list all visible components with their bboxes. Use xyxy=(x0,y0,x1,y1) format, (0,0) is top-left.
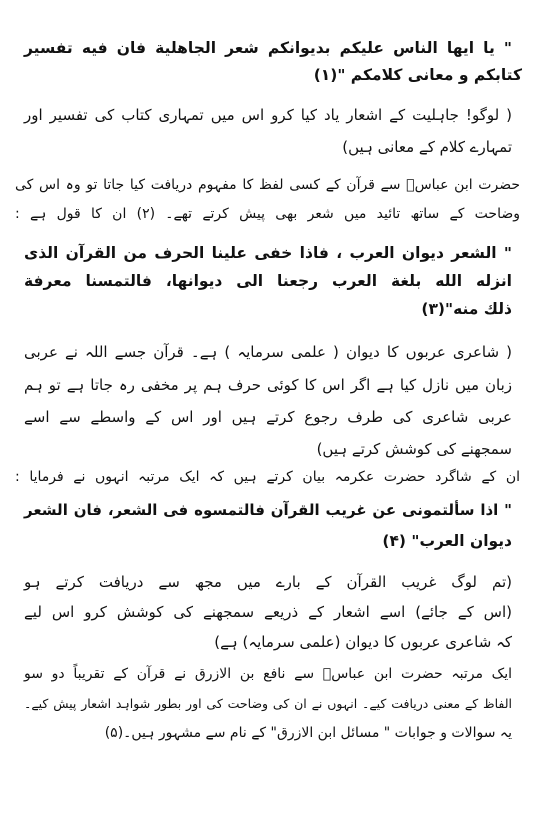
urdu-translation-3-line-1: (تم لوگ غریب القرآن کے بارے میں مجھ سے دریافت کرتے ہو xyxy=(24,573,512,591)
urdu-translation-1-line-2: تمہارے کلام کے معانی ہیں) xyxy=(342,138,512,156)
arabic-quote-2-line-1: " الشعر دیوان العرب ، فاذا خفی علینا الحرف من القرآن الذی xyxy=(24,244,512,262)
arabic-quote-3-line-2: دیوان العرب" (۴) xyxy=(382,532,512,550)
paragraph-1-line-1: حضرت ابن عباسؓ سے قرآن کے کسی لفظ کا مفہوم دریافت کیا جاتا تو وہ اس کی xyxy=(15,177,520,193)
urdu-translation-2-line-1: ( شاعری عربوں کا دیوان ( علمی سرمایہ ) ہے۔ قرآن جسے اللہ نے عربی xyxy=(24,343,512,361)
paragraph-3-line-3: یہ سوالات و جوابات " مسائل ابن الازرق" کے نام سے مشہور ہیں۔(۵) xyxy=(104,725,512,741)
urdu-translation-2-line-3: عربی شاعری کی طرف رجوع کرتے ہیں اور اس کے واسطے سے اسے xyxy=(24,408,512,426)
arabic-quote-1-line-2: کتابکم و معانی کلامکم "(۱) xyxy=(313,66,522,84)
arabic-quote-2-line-2: انزله الله بلغة العرب رجعنا الی دیوانها، فالتمسنا معرفة xyxy=(24,272,512,290)
paragraph-3-line-2: الفاظ کے معنی دریافت کیے۔ انہوں نے ان کی وضاحت کی اور بطور شواہد اشعار پیش کیے۔ xyxy=(24,696,512,711)
urdu-translation-2-line-2: زبان میں نازل کیا ہے اگر اس کا کوئی حرف ہم پر مخفی رہ جاتا ہے تو ہم xyxy=(24,376,512,394)
urdu-translation-2-line-4: سمجھنے کی کوشش کرتے ہیں) xyxy=(316,440,512,458)
urdu-translation-1-line-1: ( لوگو! جاہلیت کے اشعار یاد کیا کرو اس میں تمہاری کتاب کی تفسیر اور xyxy=(24,106,512,124)
arabic-quote-2-line-3: ذلك منه"(۳) xyxy=(421,300,512,318)
urdu-translation-3-line-3: کہ شاعری عربوں کا دیوان (علمی سرمایہ) ہے) xyxy=(214,633,512,651)
paragraph-1-line-2: وضاحت کے ساتھ تائید میں شعر بھی پیش کرتے تھے۔ (۲) ان کا قول ہے : xyxy=(15,206,520,222)
paragraph-3-line-1: ایک مرتبہ حضرت ابن عباسؓ سے نافع بن الازرق نے قرآن کے تقریباً دو سو xyxy=(24,666,512,682)
arabic-quote-1-line-1: " یا ایها الناس علیکم بدیوانکم شعر الجاهلیة فان فیه تفسیر xyxy=(24,39,512,57)
urdu-translation-3-line-2: (اس کے جائے) اسے اشعار کے ذریعے سمجھنے کی کوشش کرو اس لیے xyxy=(24,603,512,621)
paragraph-2-line-1: ان کے شاگرد حضرت عکرمہ بیان کرتے ہیں کہ ایک مرتبہ انہوں نے فرمایا : xyxy=(15,469,520,485)
arabic-quote-3-line-1: " اذا سألتمونی عن غریب القرآن فالتمسوه فی الشعر، فان الشعر xyxy=(24,501,512,519)
